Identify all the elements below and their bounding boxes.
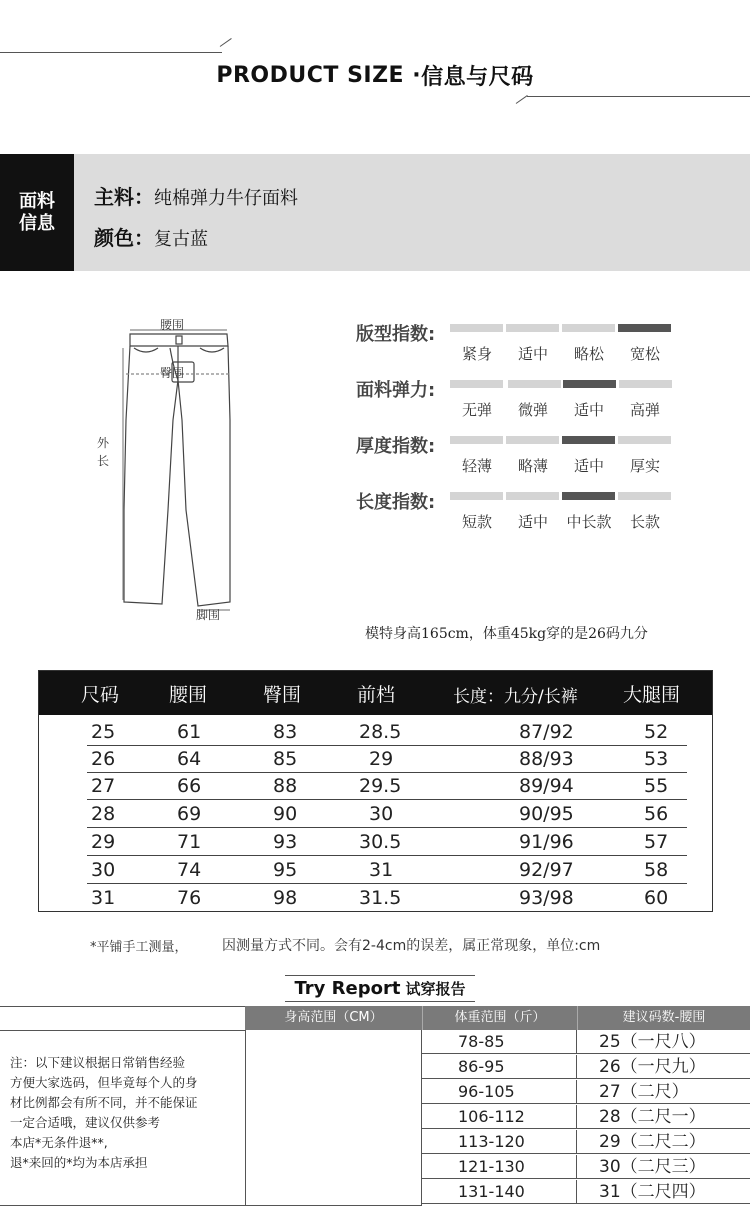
cell-rise: 29.5 bbox=[359, 775, 402, 797]
fabric-info-label bbox=[0, 154, 74, 271]
stretch-option-1: 无弹 bbox=[461, 401, 492, 419]
length-bar-2 bbox=[506, 492, 559, 500]
page-title-en: PRODUCT SIZE bbox=[216, 63, 405, 88]
try-weight: 86-95 bbox=[422, 1055, 577, 1079]
stretch-option-4: 高弹 bbox=[629, 401, 660, 419]
stretch-option-2: 微弹 bbox=[517, 401, 548, 419]
page-title-cn: 信息与尺码 bbox=[421, 65, 534, 90]
size-header-length: 长度：九分/长裤 bbox=[453, 687, 578, 707]
size-header-rise: 前档 bbox=[357, 684, 396, 706]
header-rule-right-slash bbox=[516, 95, 528, 104]
header-rule-left-slash bbox=[220, 38, 232, 47]
cell-size: 31 bbox=[91, 887, 116, 909]
stretch-bar-4 bbox=[619, 380, 672, 388]
cell-rise: 31.5 bbox=[359, 887, 402, 909]
cell-length: 90/95 bbox=[519, 803, 574, 825]
cell-waist: 66 bbox=[177, 775, 202, 797]
cell-hip: 85 bbox=[273, 748, 298, 770]
try-note-line: 材比例都会有所不同，并不能保证 bbox=[10, 1095, 198, 1110]
try-note-line: 注：以下建议根据日常销售经验 bbox=[10, 1055, 186, 1070]
diagram-hem-label: 脚围 bbox=[196, 608, 221, 622]
try-height-cell bbox=[245, 1030, 422, 1206]
thickness-bar-3-selected bbox=[562, 436, 615, 444]
length-bar-4 bbox=[618, 492, 671, 500]
cell-thigh: 60 bbox=[644, 887, 669, 909]
size-header-thigh: 大腿围 bbox=[623, 684, 681, 706]
length-option-1: 短款 bbox=[461, 513, 492, 531]
cell-hip: 88 bbox=[273, 775, 298, 797]
try-header-weight: 体重范围（斤） bbox=[422, 1006, 577, 1030]
size-table-header bbox=[39, 671, 712, 715]
try-weight: 96-105 bbox=[422, 1080, 577, 1104]
try-row bbox=[422, 1080, 750, 1104]
try-report-title bbox=[285, 978, 475, 999]
try-header-blank bbox=[0, 1006, 245, 1030]
cell-hip: 83 bbox=[273, 721, 298, 743]
size-header-size: 尺码 bbox=[81, 684, 120, 706]
fit-index-label: 版型指数: bbox=[356, 324, 436, 345]
cell-thigh: 56 bbox=[644, 803, 669, 825]
cell-hip: 90 bbox=[273, 803, 298, 825]
cell-length: 93/98 bbox=[519, 887, 574, 909]
table-row bbox=[39, 746, 712, 774]
try-row bbox=[422, 1130, 750, 1154]
length-option-2: 适中 bbox=[517, 513, 548, 531]
cell-waist: 69 bbox=[177, 803, 202, 825]
try-header-height: 身高范围（CM） bbox=[245, 1006, 422, 1030]
cell-size: 25 bbox=[91, 721, 116, 743]
fabric-color-key: 颜色： bbox=[94, 226, 154, 250]
fit-option-3: 略松 bbox=[573, 345, 604, 363]
thickness-bar-1 bbox=[450, 436, 503, 444]
diagram-waist-label: 腰围 bbox=[160, 318, 185, 332]
try-title-rule-bottom bbox=[285, 1001, 475, 1002]
cell-waist: 76 bbox=[177, 887, 202, 909]
fabric-main-key: 主料： bbox=[94, 185, 154, 209]
cell-thigh: 52 bbox=[644, 721, 669, 743]
fabric-label-line2: 信息 bbox=[19, 212, 55, 234]
row-underline bbox=[87, 883, 687, 884]
header-rule-left bbox=[0, 52, 222, 53]
try-title-rule-top bbox=[285, 975, 475, 976]
try-size: 25（一尺八） bbox=[599, 1032, 706, 1052]
fit-option-1: 紧身 bbox=[461, 345, 492, 363]
cell-waist: 71 bbox=[177, 831, 202, 853]
length-option-4: 长款 bbox=[629, 513, 660, 531]
length-index-label: 长度指数: bbox=[356, 492, 436, 513]
thickness-bar-4 bbox=[618, 436, 671, 444]
table-row bbox=[39, 719, 712, 747]
fabric-main-value: 纯棉弹力牛仔面料 bbox=[154, 188, 298, 209]
try-size: 27（二尺） bbox=[599, 1082, 689, 1102]
stretch-bar-3-selected bbox=[563, 380, 616, 388]
cell-size: 29 bbox=[91, 831, 116, 853]
page-title-sep: · bbox=[404, 63, 422, 88]
try-weight: 131-140 bbox=[422, 1180, 577, 1204]
table-row bbox=[39, 857, 712, 885]
cell-hip: 95 bbox=[273, 859, 298, 881]
fit-bar-4-selected bbox=[618, 324, 671, 332]
try-size: 29（二尺二） bbox=[599, 1132, 706, 1152]
header-rule-right bbox=[527, 96, 750, 97]
cell-size: 30 bbox=[91, 859, 116, 881]
cell-length: 89/94 bbox=[519, 775, 574, 797]
diagram-length-label-2: 长 bbox=[97, 454, 110, 468]
cell-length: 87/92 bbox=[519, 721, 574, 743]
cell-rise: 29 bbox=[369, 748, 394, 770]
thickness-option-3: 适中 bbox=[573, 457, 604, 475]
try-weight: 121-130 bbox=[422, 1155, 577, 1179]
page-title bbox=[0, 60, 750, 91]
fit-option-2: 适中 bbox=[517, 345, 548, 363]
cell-hip: 98 bbox=[273, 887, 298, 909]
try-row bbox=[422, 1105, 750, 1129]
measure-note-1: *平铺手工测量， bbox=[90, 940, 188, 955]
thickness-option-2: 略薄 bbox=[517, 457, 548, 475]
cell-rise: 31 bbox=[369, 859, 394, 881]
table-row bbox=[39, 829, 712, 857]
try-row bbox=[422, 1155, 750, 1179]
cell-size: 27 bbox=[91, 775, 116, 797]
try-weight: 78-85 bbox=[422, 1030, 577, 1054]
try-title-en: Try Report bbox=[294, 978, 401, 999]
cell-length: 92/97 bbox=[519, 859, 574, 881]
cell-hip: 93 bbox=[273, 831, 298, 853]
try-weight: 113-120 bbox=[422, 1130, 577, 1154]
cell-thigh: 58 bbox=[644, 859, 669, 881]
measure-note-2: 因测量方式不同。会有2-4cm的误差，属正常现象，单位:cm bbox=[222, 938, 601, 954]
try-note-line: 本店*无条件退**, bbox=[10, 1135, 108, 1150]
fit-bar-1 bbox=[450, 324, 503, 332]
fit-option-4: 宽松 bbox=[629, 345, 660, 363]
model-note: 模特身高165cm，体重45kg穿的是26码九分 bbox=[365, 626, 648, 642]
cell-waist: 74 bbox=[177, 859, 202, 881]
thickness-option-1: 轻薄 bbox=[461, 457, 492, 475]
stretch-bar-2 bbox=[508, 380, 561, 388]
cell-thigh: 57 bbox=[644, 831, 669, 853]
length-option-3: 中长款 bbox=[566, 513, 612, 531]
cell-waist: 64 bbox=[177, 748, 202, 770]
length-bar-3-selected bbox=[562, 492, 615, 500]
fabric-info-band bbox=[0, 154, 750, 271]
try-header-size: 建议码数-腰围 bbox=[577, 1006, 750, 1030]
cell-rise: 28.5 bbox=[359, 721, 402, 743]
table-row bbox=[39, 885, 712, 913]
cell-thigh: 53 bbox=[644, 748, 669, 770]
thickness-option-4: 厚实 bbox=[629, 457, 660, 475]
size-header-hip: 臀围 bbox=[263, 684, 302, 706]
stretch-index-label: 面料弹力: bbox=[356, 380, 436, 401]
diagram-length-label-1: 外 bbox=[97, 436, 110, 450]
pants-diagram bbox=[90, 310, 250, 630]
stretch-option-3: 适中 bbox=[573, 401, 604, 419]
try-row bbox=[422, 1030, 750, 1054]
try-size: 28（二尺一） bbox=[599, 1107, 706, 1127]
cell-size: 28 bbox=[91, 803, 116, 825]
try-table-header bbox=[0, 1006, 750, 1030]
try-size: 30（二尺三） bbox=[599, 1157, 706, 1177]
cell-length: 88/93 bbox=[519, 748, 574, 770]
try-note-line: 方便大家选码，但毕竟每个人的身 bbox=[10, 1075, 198, 1090]
try-note-line: 退*来回的*均为本店承担 bbox=[10, 1155, 148, 1170]
try-size: 31（二尺四） bbox=[599, 1182, 706, 1202]
table-row bbox=[39, 773, 712, 801]
cell-size: 26 bbox=[91, 748, 116, 770]
try-note-line: 一定合适哦，建议仅供参考 bbox=[10, 1115, 161, 1130]
row-underline bbox=[87, 855, 687, 856]
length-bar-1 bbox=[450, 492, 503, 500]
cell-rise: 30.5 bbox=[359, 831, 402, 853]
fabric-color-row bbox=[94, 222, 208, 251]
fit-bar-3 bbox=[562, 324, 615, 332]
cell-thigh: 55 bbox=[644, 775, 669, 797]
stretch-bar-1 bbox=[450, 380, 503, 388]
fabric-color-value: 复古蓝 bbox=[154, 229, 208, 250]
try-report-table bbox=[0, 1006, 750, 1206]
try-row bbox=[422, 1180, 750, 1204]
try-note bbox=[0, 1030, 246, 1206]
table-row bbox=[39, 801, 712, 829]
row-underline bbox=[87, 799, 687, 800]
cell-rise: 30 bbox=[369, 803, 394, 825]
try-size: 26（一尺九） bbox=[599, 1057, 706, 1077]
row-underline bbox=[87, 827, 687, 828]
pants-outline-icon bbox=[90, 310, 250, 630]
try-row bbox=[422, 1055, 750, 1079]
fabric-main-row bbox=[94, 181, 298, 210]
thickness-bar-2 bbox=[506, 436, 559, 444]
cell-waist: 61 bbox=[177, 721, 202, 743]
try-weight: 106-112 bbox=[422, 1105, 577, 1129]
size-table bbox=[38, 670, 713, 912]
try-title-cn: 试穿报告 bbox=[405, 980, 466, 998]
fabric-label-line1: 面料 bbox=[19, 190, 55, 212]
size-header-waist: 腰围 bbox=[169, 684, 208, 706]
diagram-hip-label: 臀围 bbox=[160, 366, 185, 380]
fit-bar-2 bbox=[506, 324, 559, 332]
thickness-index-label: 厚度指数: bbox=[356, 436, 436, 457]
cell-length: 91/96 bbox=[519, 831, 574, 853]
